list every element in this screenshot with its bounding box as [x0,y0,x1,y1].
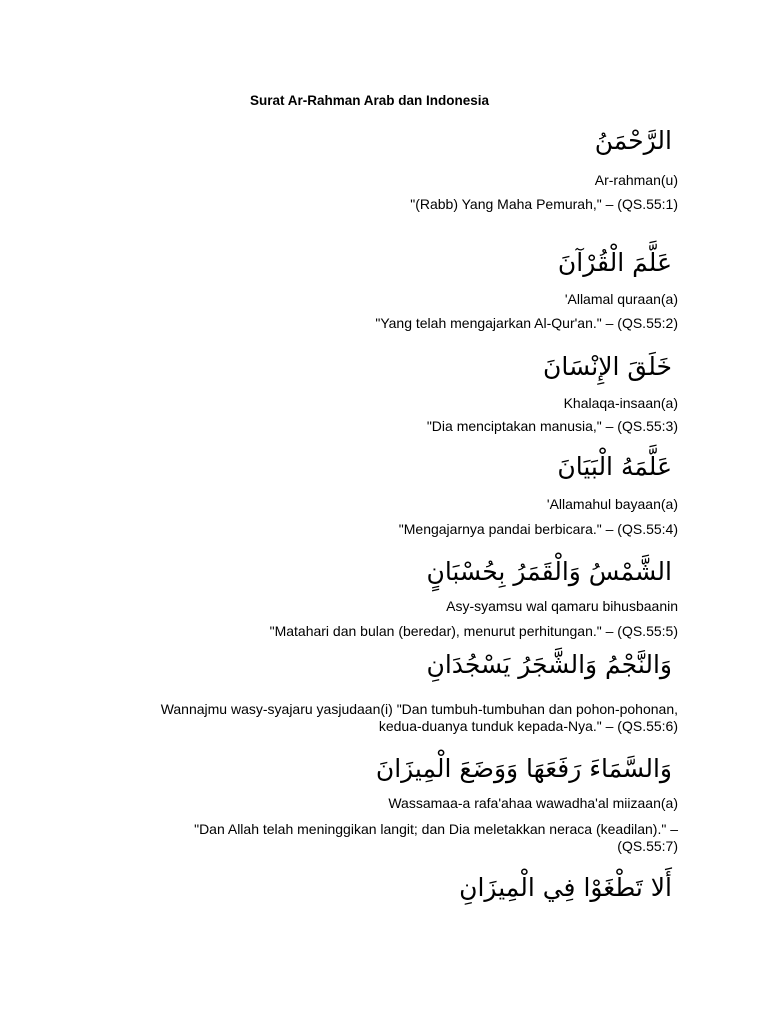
transliteration-verse-4: 'Allamahul bayaan(a) [546,496,678,512]
combined-verse-6-line-2: kedua-duanya tunduk kepada-Nya." – (QS.55:6) [378,718,678,734]
meaning-verse-7-line-1: "Dan Allah telah meninggikan langit; dan Dia meletakkan neraca (keadilan)." – [194,821,678,837]
page-title: Surat Ar-Rahman Arab dan Indonesia [250,93,490,108]
arabic-verse-5: الشَّمْسُ وَالْقَمَرُ بِحُسْبَانٍ [426,557,672,586]
transliteration-verse-1: Ar-rahman(u) [594,172,678,188]
transliteration-verse-2: 'Allamal quraan(a) [564,291,678,307]
arabic-verse-1: الرَّحْمَنُ [594,126,672,155]
transliteration-verse-7: Wassamaa-a rafa'ahaa wawadha'al miizaan(a) [388,795,678,811]
meaning-verse-3: "Dia menciptakan manusia," – (QS.55:3) [426,418,678,434]
combined-verse-6-line-1: Wannajmu wasy-syajaru yasjudaan(i) "Dan tumbuh-tumbuhan dan pohon-pohonan, [160,701,678,717]
transliteration-verse-3: Khalaqa-insaan(a) [563,395,678,411]
transliteration-verse-5: Asy-syamsu wal qamaru bihusbaanin [446,598,678,614]
arabic-verse-4: عَلَّمَهُ الْبَيَانَ [557,452,672,481]
arabic-verse-3: خَلَقَ الإِنْسَانَ [543,352,672,381]
meaning-verse-2: "Yang telah mengajarkan Al-Qur'an." – (QS.55:2) [375,315,678,331]
meaning-verse-1: "(Rabb) Yang Maha Pemurah," – (QS.55:1) [410,196,678,212]
meaning-verse-5: "Matahari dan bulan (beredar), menurut perhitungan." – (QS.55:5) [269,623,678,639]
arabic-verse-6: وَالنَّجْمُ وَالشَّجَرُ يَسْجُدَانِ [426,650,672,679]
arabic-verse-7: وَالسَّمَاءَ رَفَعَهَا وَوَضَعَ الْمِيزَانَ [375,754,672,783]
meaning-verse-4: "Mengajarnya pandai berbicara." – (QS.55:4) [398,521,678,537]
meaning-verse-7-line-2: (QS.55:7) [617,838,678,854]
arabic-verse-8: أَلا تَطْغَوْا فِي الْمِيزَانِ [459,873,672,902]
arabic-verse-2: عَلَّمَ الْقُرْآنَ [557,248,672,277]
